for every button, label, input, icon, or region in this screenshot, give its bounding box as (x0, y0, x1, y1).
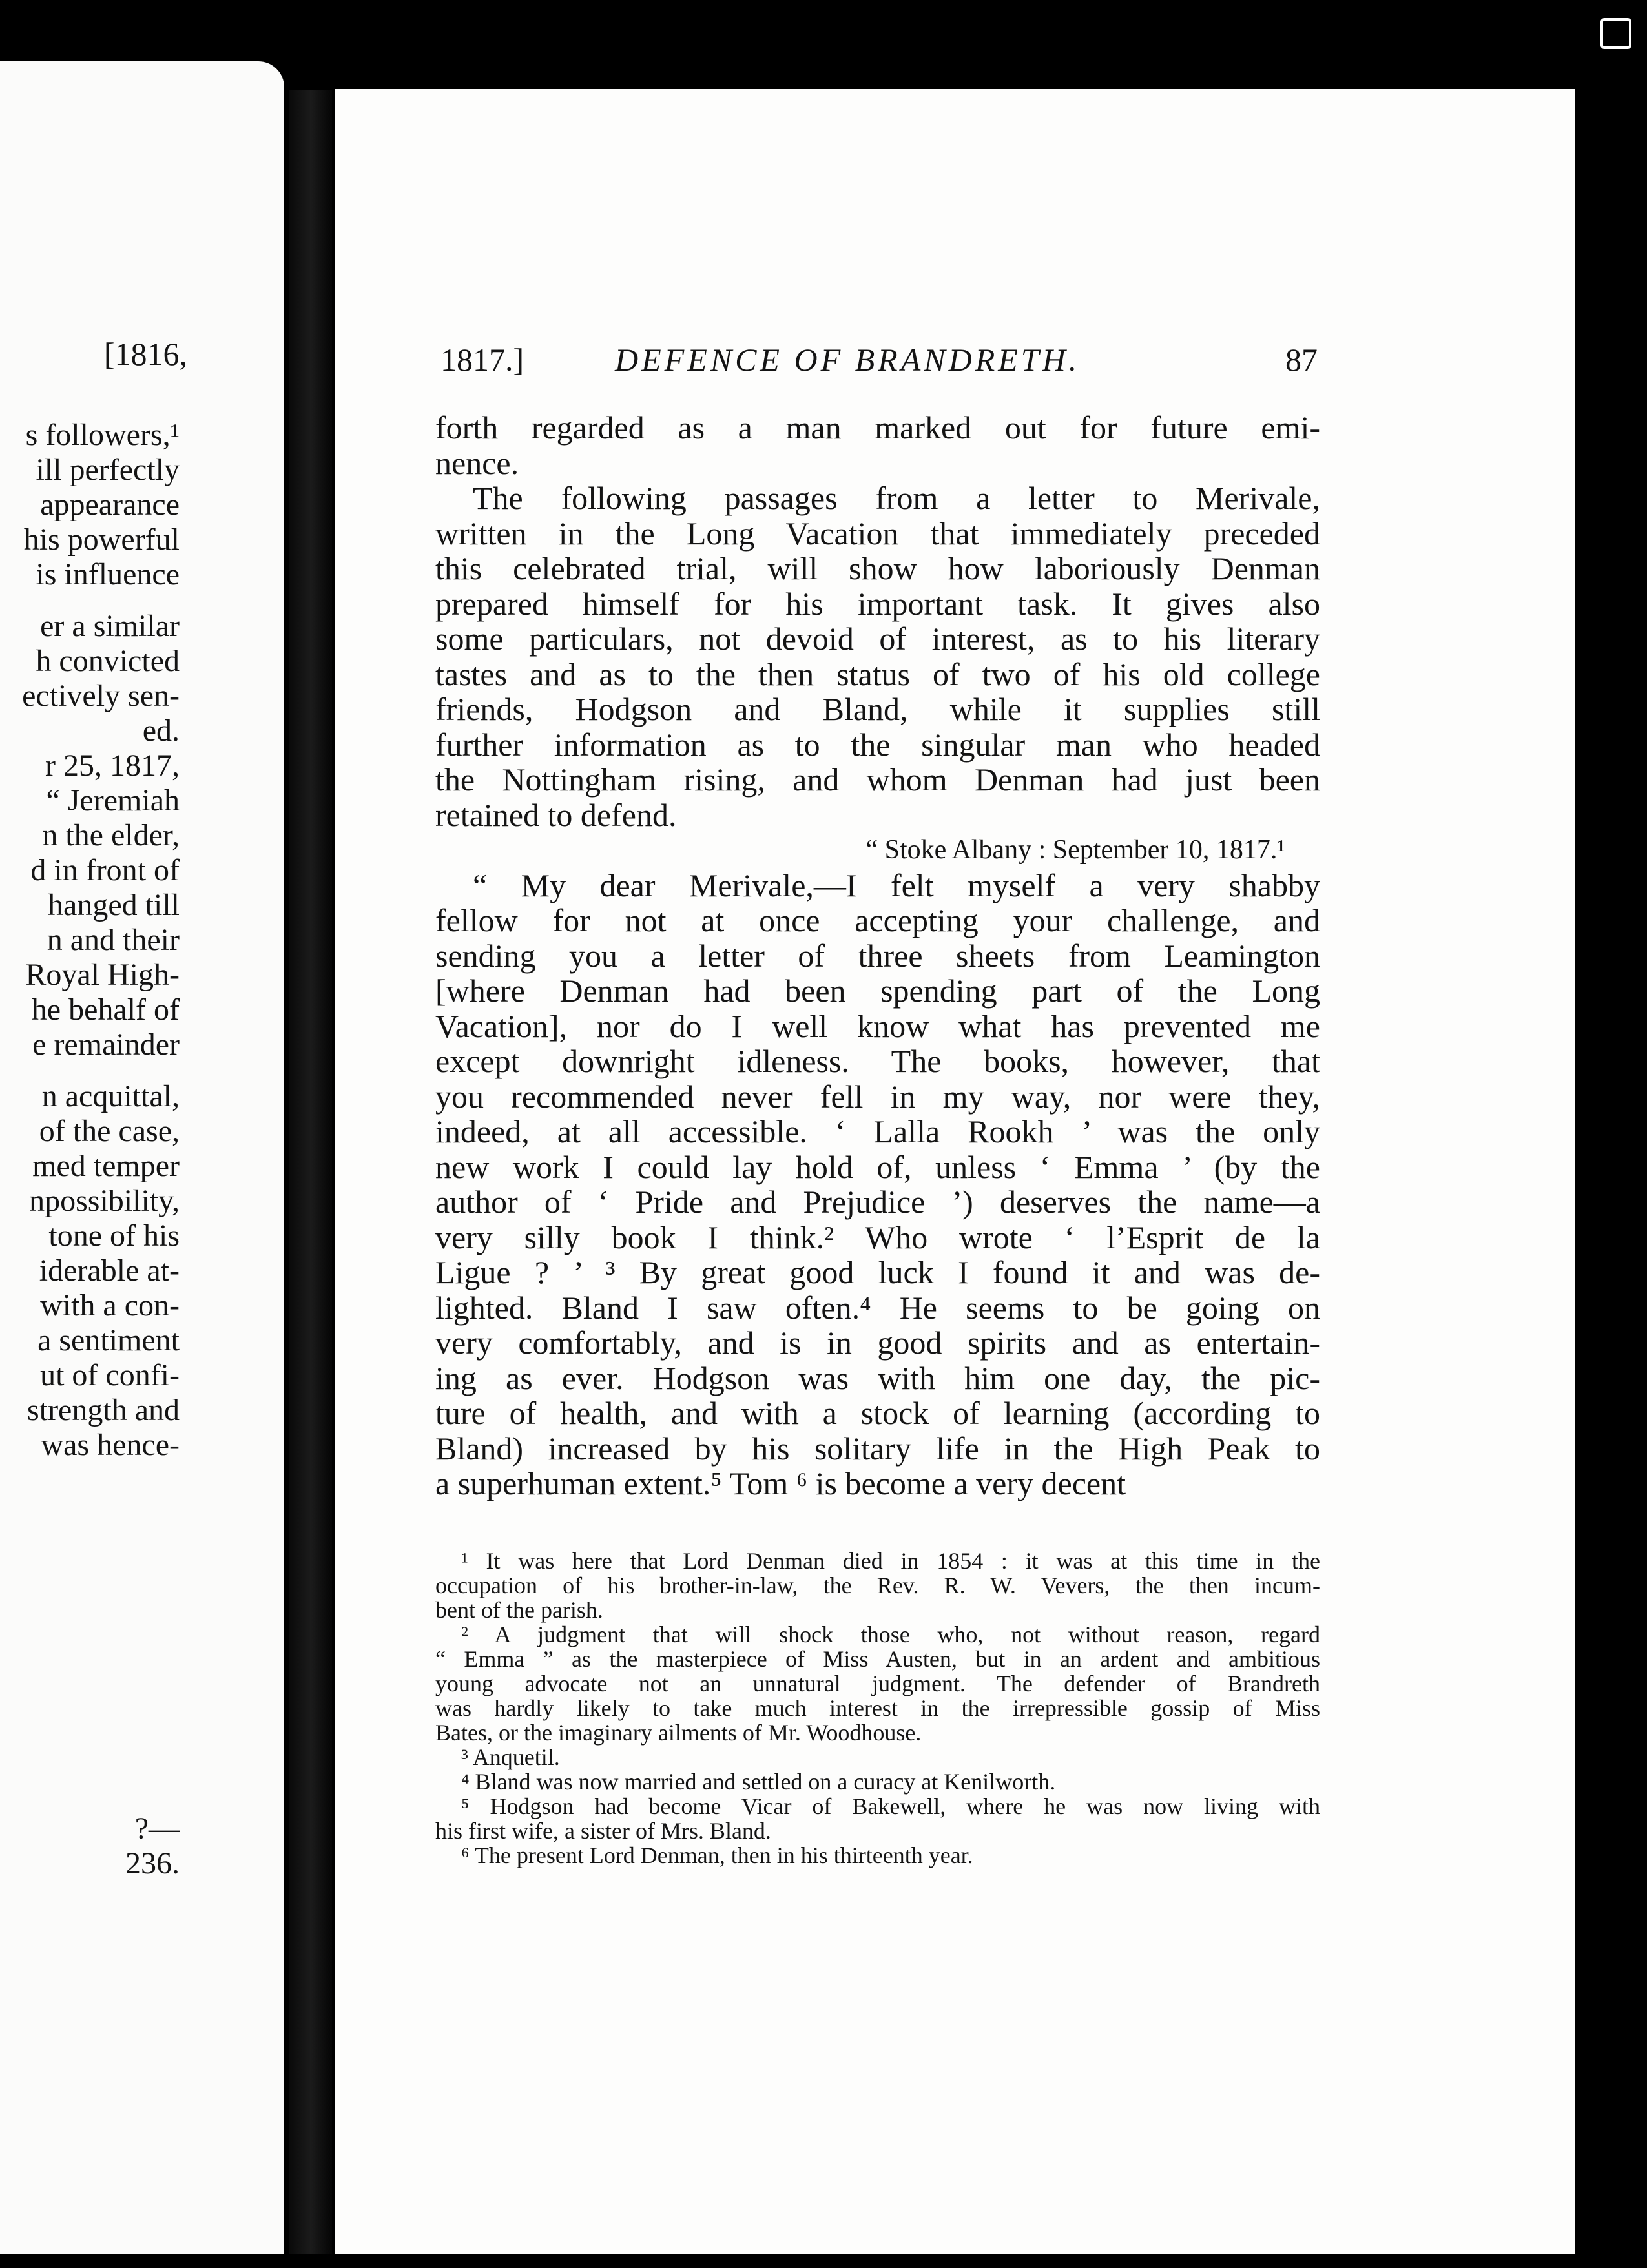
left-page-line: s followers,¹ (25, 418, 180, 452)
body-line: ing as ever. Hodgson was with him one day, the pic- (435, 1359, 1320, 1396)
body-line: “ My dear Merivale,—I felt myself a very shabby (473, 867, 1320, 903)
left-page-line (0, 592, 180, 609)
footnote-line: ³ Anquetil. (461, 1744, 560, 1770)
left-page-line: d in front of (30, 853, 180, 887)
body-line: except downright idleness. The books, however, that (435, 1043, 1320, 1079)
footnote-line: ⁵ Hodgson had become Vicar of Bakewell, where he was now living with (461, 1793, 1320, 1819)
left-page-line: ectively sen- (22, 679, 180, 713)
footnote-line: ⁶ The present Lord Denman, then in his thirteenth year. (461, 1842, 973, 1868)
body-line: prepared himself for his important task. It gives also (435, 585, 1320, 622)
left-page-line: med temper (32, 1149, 180, 1183)
left-page-line: strength and (27, 1393, 180, 1427)
left-page-line: ut of confi- (40, 1358, 180, 1392)
body-line: new work I could lay hold of, unless ‘ Emma ’ (by the (435, 1148, 1320, 1185)
footnote-line: was hardly likely to take much interest in the irrepressible gossip of Miss (435, 1695, 1320, 1721)
left-page (0, 61, 284, 2254)
body-line: tastes and as to the then status of two of his old college (435, 655, 1320, 692)
footnote-line: ² A judgment that will shock those who, not without reason, regard (461, 1622, 1320, 1647)
left-page-line: Royal High- (25, 958, 180, 992)
left-page-line: his powerful (23, 522, 180, 557)
footnotes (435, 1549, 1320, 1868)
body-line: this celebrated trial, will show how laboriously Denman (435, 550, 1320, 586)
footnote-line: ¹ It was here that Lord Denman died in 1854 : it was at this time in the (461, 1548, 1320, 1574)
body-line: further information as to the singular man who headed (435, 726, 1320, 763)
body-line: The following passages from a letter to Merivale, (473, 480, 1320, 516)
body-line: retained to defend. (435, 796, 677, 833)
body-line: nence. (435, 444, 519, 481)
footnote-line: young advocate not an unnatural judgment. The defender of Brandreth (435, 1671, 1320, 1696)
left-page-line: of the case, (39, 1114, 180, 1148)
left-page-text (0, 418, 180, 1881)
body-line: written in the Long Vacation that immediately preceded (435, 515, 1320, 552)
running-head-title: DEFENCE OF BRANDRETH. (615, 342, 1081, 378)
body-line: indeed, at all accessible. ‘ Lalla Rookh ’ was the only (435, 1113, 1320, 1149)
left-page-line: ill perfectly (36, 453, 180, 487)
left-page-line: h convicted (36, 644, 180, 678)
left-page-line: is influence (36, 557, 180, 592)
left-page-line: was hence- (41, 1428, 180, 1462)
body-line: [where Denman had been spending part of the Long (435, 973, 1320, 1009)
body-line: Ligue ? ’ ³ By great good luck I found it and was de- (435, 1254, 1320, 1290)
left-page-line: tone of his (48, 1219, 180, 1253)
body-line: the Nottingham rising, and whom Denman had just been (435, 761, 1320, 798)
left-page-line: n the elder, (42, 818, 180, 852)
footnote-line: bent of the parish. (435, 1597, 603, 1623)
left-page-line: ?— (134, 1811, 180, 1846)
left-page-line: appearance (40, 488, 180, 522)
body-line: very silly book I think.² Who wrote ‘ l’Esprit de la (435, 1219, 1320, 1255)
body-line: a superhuman extent.⁵ Tom ⁶ is become a very decent (435, 1465, 1126, 1501)
running-head-year: 1817.] (440, 342, 524, 378)
left-page-line: r 25, 1817, (45, 748, 180, 783)
body-line: friends, Hodgson and Bland, while it supplies still (435, 691, 1320, 727)
right-page (335, 89, 1575, 2254)
body-line: forth regarded as a man marked out for future emi- (435, 409, 1320, 446)
left-page-line: a sentiment (37, 1323, 180, 1357)
body-line: Vacation], nor do I well know what has prevented me (435, 1007, 1320, 1044)
body-line: very comfortably, and is in good spirits and as entertain- (435, 1325, 1320, 1361)
scanner-corner-mark (1600, 18, 1631, 49)
left-page-line: “ Jeremiah (46, 783, 180, 818)
body-line: author of ‘ Pride and Prejudice ’) deserves the name—a (435, 1184, 1320, 1220)
left-page-running-head: [1816, (103, 336, 187, 372)
left-page-line: 236. (125, 1846, 180, 1881)
body-line: “ Stoke Albany : September 10, 1817.¹ (865, 835, 1285, 865)
footnote-line: ⁴ Bland was now married and settled on a curacy at Kenilworth. (461, 1769, 1056, 1795)
left-page-line: iderable at- (39, 1253, 180, 1288)
body-line: lighted. Bland I saw often.⁴ He seems to be going on (435, 1289, 1320, 1326)
left-page-line: he behalf of (31, 993, 180, 1027)
body-text (435, 410, 1320, 1501)
left-page-line: er a similar (40, 609, 180, 643)
page-number: 87 (1285, 342, 1318, 378)
left-page-line: hanged till (48, 888, 180, 922)
footnote-line: occupation of his brother-in-law, the Rev. R. W. Vevers, the then incum- (435, 1572, 1320, 1598)
left-page-line: n and their (47, 923, 180, 957)
left-page-line: with a con- (40, 1288, 180, 1323)
left-page-line: e remainder (32, 1027, 180, 1062)
body-line: ture of health, and with a stock of learning (according to (435, 1395, 1320, 1431)
body-line: you recommended never fell in my way, nor were they, (435, 1078, 1320, 1115)
book-spine-gutter (289, 90, 332, 2254)
body-line: some particulars, not devoid of interest, as to his literary (435, 621, 1320, 657)
left-page-line (0, 1062, 180, 1079)
left-page-line: npossibility, (29, 1184, 180, 1218)
body-line: sending you a letter of three sheets from Leamington (435, 937, 1320, 974)
footnote-line: his first wife, a sister of Mrs. Bland. (435, 1818, 771, 1844)
footnote-line: Bates, or the imaginary ailments of Mr. Woodhouse. (435, 1720, 922, 1746)
body-line: Bland) increased by his solitary life in the High Peak to (435, 1430, 1320, 1467)
footnote-line: “ Emma ” as the masterpiece of Miss Austen, but in an ardent and ambitious (435, 1646, 1320, 1672)
left-page-line: n acquittal, (41, 1079, 180, 1113)
left-page-line (0, 1463, 180, 1811)
left-page-line: ed. (142, 714, 180, 748)
body-line: fellow for not at once accepting your challenge, and (435, 902, 1320, 938)
